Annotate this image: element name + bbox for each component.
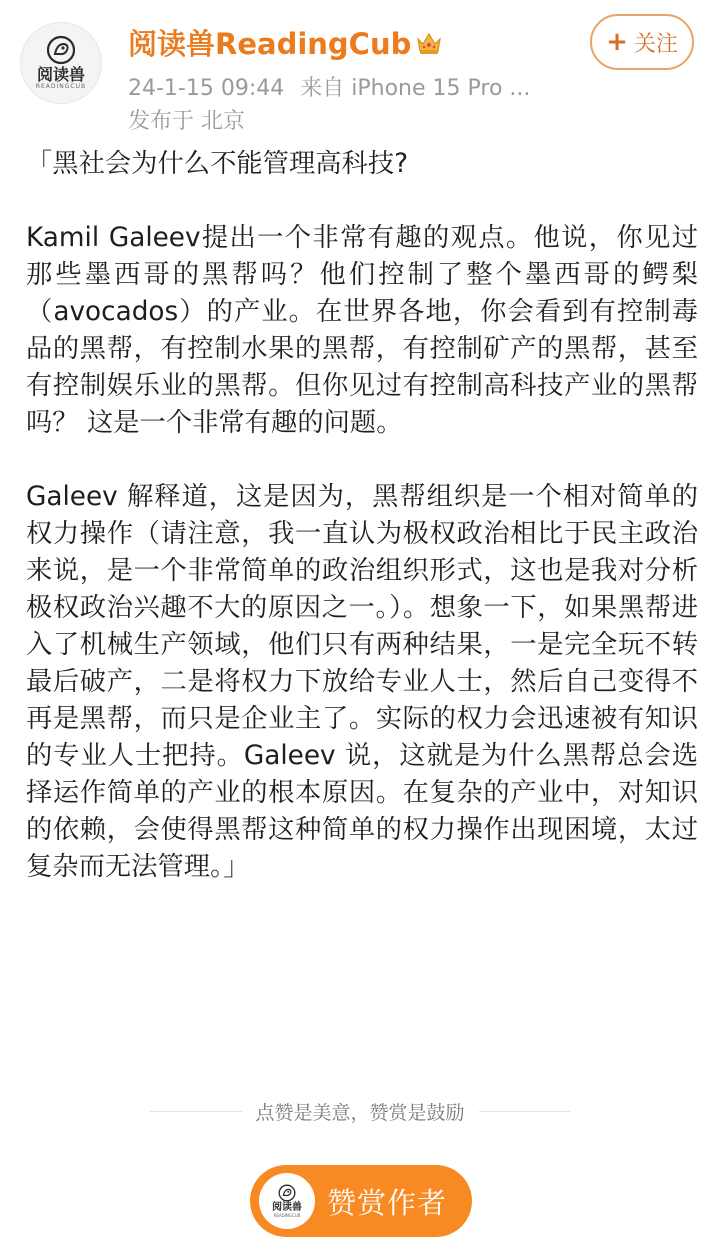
post-source: 来自 iPhone 15 Pro ... (300, 76, 531, 101)
reward-avatar (259, 1173, 315, 1229)
article-paragraph: Kamil Galeev提出一个非常有趣的观点。他说，你见过那些墨西哥的黑帮吗？他们控制了整个墨西哥的鳄梨（avocados）的产业。在世界各地，你会看到有控制毒品的黑帮，有控制水果的黑帮，有控制矿产的黑帮，甚至有控制娱乐业的黑帮。但你见过有控制高科技产业的黑帮吗？ 这是一个非常有趣的问题。 (26, 223, 698, 438)
divider-line-left (150, 1111, 242, 1112)
reward-label: 赞赏作者 (327, 1185, 448, 1220)
plus-icon: + (606, 27, 628, 57)
readingcub-logo-icon (278, 1184, 296, 1202)
reward-avatar-text: 阅读兽 (272, 1202, 302, 1213)
reward-author-button[interactable] (250, 1165, 472, 1237)
author-avatar[interactable] (20, 22, 102, 104)
reward-avatar-subtext: READINGCUB (273, 1213, 301, 1218)
post-location: 发布于 北京 (128, 109, 245, 134)
author-name[interactable]: 阅读兽ReadingCub (128, 27, 412, 61)
author-name-row[interactable] (128, 22, 443, 63)
article-paragraph: Galeev 解释道，这是因为，黑帮组织是一个相对简单的权力操作（请注意，我一直认为极权政治相比于民主政治来说，是一个非常简单的政治组织形式，这也是我对分析极权政治兴趣不大的原因之一。）。想象一下，如果黑帮进入了机械生产领域，他们只有两种结果，一是完全玩不转最后破产，二是将权力下放给专业人士，然后自己变得不再是黑帮，而只是企业主了。实际的权力会迅速被有知识的专业人士把持。Galeev 说，这就是为什么黑帮总会选择运作简单的产业的根本原因。在复杂的产业中，对知识的依赖，会使得黑帮这种简单的权力操作出现困境，太过复杂而无法管理。」 (26, 482, 698, 882)
avatar-logo-text: 阅读兽 (36, 65, 85, 84)
article-paragraph: 「黑社会为什么不能管理高科技? (26, 149, 409, 179)
post-meta (128, 71, 530, 102)
reward-divider (150, 1096, 570, 1126)
post-body (26, 146, 698, 923)
follow-label: 关注 (633, 31, 678, 57)
divider-line-right (479, 1111, 571, 1112)
reward-slogan: 点赞是美意，赞赏是鼓励 (255, 1101, 465, 1124)
readingcub-logo-icon (46, 35, 76, 65)
follow-button[interactable] (590, 14, 694, 70)
avatar-logo-subtext: READINGCUB (35, 83, 87, 90)
post-timestamp: 24-1-15 09:44 (128, 76, 285, 101)
crown-icon (415, 30, 443, 56)
